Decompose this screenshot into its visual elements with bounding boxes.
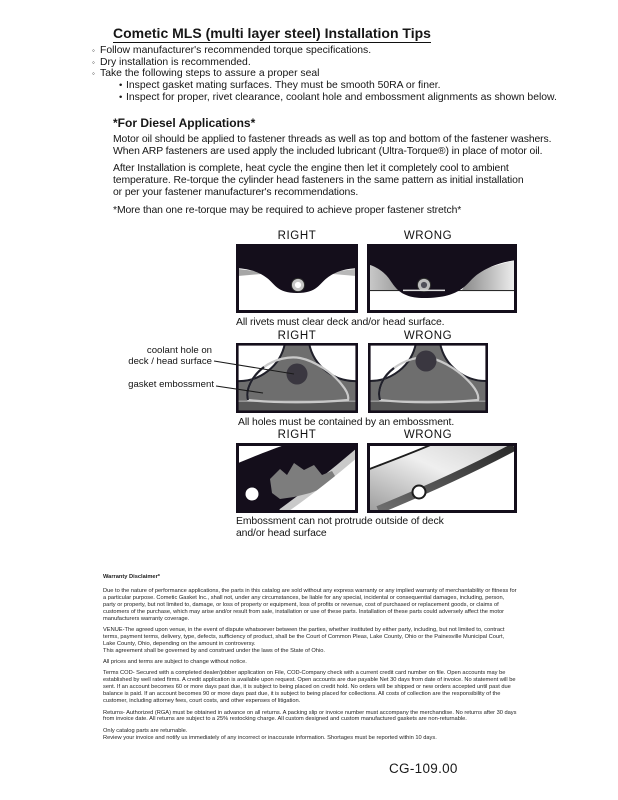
installation-tips-list	[92, 45, 557, 104]
diesel-paragraph-1	[113, 134, 551, 158]
embossment-right-figure	[236, 443, 358, 513]
legal-paragraph: VENUE-The agreed upon venue, in the event of dispute whatsoever between the parties, whether instituted by either party, including, but not limited to, contract terms, payment terms, delivery, type, defects, sufficiency of product, shall be the Court of Common Pleas, Lake County, Ohio or the Painesville Municipal Court, Lake County, Ohio, depending on the amount in controversy.	[103, 626, 505, 647]
warranty-disclaimer-section	[103, 574, 517, 746]
text-line: temperature. Re-torque the cylinder head fasteners in the same pattern as initial installation	[113, 174, 524, 186]
legal-paragraph: Review your invoice and notify us immediately of any incorrect or inaccurate information. Shortages must be reported within 10 days.	[103, 734, 437, 741]
legal-paragraph: Terms COD- Secured with a completed dealer/jobber application on File, COD-Company check with a current credit card number on file. Open accounts may be established by well rated firms. A credit application is available upon request. Open accounts are due payable Net 30 days from date of invoice. No statement will be sent. If an account becomes 60 or more days past due, it is subject to being placed on credit hold. No orders will be shipped or new orders accepted until past due balance is paid. If an account becomes 90 or more days past due, it is subject to being placed for collections. All costs of collection are the responsibility of the customer, including attorney fees, court costs, and other expenses of litigation.	[103, 670, 516, 705]
bullet-icon: ◦	[92, 46, 95, 55]
text-line: When ARP fasteners are used apply the included lubricant (Ultra-Torque®) in place of motor oil.	[113, 145, 543, 157]
embossment-caption	[236, 516, 444, 540]
figure-wrong-label: WRONG	[403, 230, 453, 242]
diesel-paragraph-2	[113, 163, 524, 198]
list-item-text: Inspect gasket mating surfaces. They must be smooth 50RA or finer.	[126, 80, 441, 92]
dot-bullet-icon: •	[119, 80, 123, 92]
coolant-hole-callout-label	[98, 346, 212, 368]
legal-paragraph: This agreement shall be governed by and construed under the laws of the State of Ohio.	[103, 647, 325, 654]
gasket-embossment-callout-label: gasket embossment	[128, 379, 214, 390]
caption-line: and/or head surface	[236, 528, 327, 539]
callout-line-text: coolant hole on	[146, 345, 212, 356]
embossment-wrong-figure	[367, 443, 517, 513]
holes-wrong-figure	[368, 343, 488, 413]
figure-right-label: RIGHT	[277, 330, 317, 342]
warranty-disclaimer-heading: Warranty Disclaimer*	[103, 574, 161, 580]
list-item	[92, 68, 557, 80]
text-line: After Installation is complete, heat cycle the engine then let it completely cool to ambient	[113, 163, 509, 174]
figure-right-label: RIGHT	[277, 230, 317, 242]
text-line: Motor oil should be applied to fastener threads as well as top and bottom of the fastener washers.	[113, 134, 552, 145]
list-item	[119, 92, 557, 104]
list-item-text: Dry installation is recommended.	[100, 56, 251, 68]
list-item-text: Inspect for proper, rivet clearance, coolant hole and embossment alignments as shown below.	[126, 91, 557, 103]
legal-paragraph: Due to the nature of performance applications, the parts in this catalog are sold without any express warranty or any implied warranty of merchantability or fitness for a particular purpose. Cometic Gasket Inc., shall not, under any circumstances, be liable for any special, incidental or consequential damages, including, person, party or property, but not limited to, damage, or loss of property or equipment, loss of profits or revenue, cost of purchased or replacement goods, or claims of customers of the purchase, which may arise and/or result from sale, installation or use of these parts. Installation of these parts could adversely affect the motor manufacturers warranty coverage.	[103, 587, 517, 622]
rivet-caption: All rivets must clear deck and/or head surface.	[236, 317, 445, 328]
legal-paragraph: Returns- Authorized (RGA) must be obtained in advance on all returns. A packing slip or invoice number must accompany the merchandise. No returns after 30 days from invoice date. All returns are subject to a 25% restocking charge. All custom designed and custom manufactured gaskets are non-returnable.	[103, 709, 517, 723]
text-line: or per your fastener manufacturer's recommendations.	[113, 186, 359, 198]
list-item	[92, 57, 557, 69]
list-item	[119, 80, 557, 92]
figure-wrong-label: WRONG	[403, 330, 453, 342]
page-title: Cometic MLS (multi layer steel) Installation Tips	[113, 25, 431, 41]
rivet-right-figure	[236, 244, 358, 313]
legal-paragraph: Only catalog parts are returnable.	[103, 727, 188, 734]
figure-right-label: RIGHT	[277, 429, 317, 441]
callout-line-text: deck / head surface	[128, 355, 212, 367]
holes-caption: All holes must be contained by an embossment.	[238, 417, 455, 428]
catalog-page-code: CG-109.00	[389, 761, 458, 776]
rivet-wrong-figure	[367, 244, 517, 313]
holes-right-figure	[236, 343, 358, 413]
list-item-text: Follow manufacturer's recommended torque specifications.	[100, 45, 372, 56]
legal-paragraph: All prices and terms are subject to change without notice.	[103, 659, 247, 666]
figure-wrong-label: WRONG	[403, 429, 453, 441]
diesel-section-heading: *For Diesel Applications*	[113, 116, 256, 130]
retorque-note: *More than one re-torque may be required to achieve proper fastener stretch*	[113, 205, 462, 216]
list-item	[92, 45, 557, 57]
caption-line: Embossment can not protrude outside of deck	[236, 516, 444, 527]
bullet-icon: ◦	[92, 69, 95, 79]
list-item-text: Take the following steps to assure a proper seal	[100, 68, 320, 80]
dot-bullet-icon: •	[119, 91, 123, 103]
bullet-icon: ◦	[92, 57, 95, 67]
